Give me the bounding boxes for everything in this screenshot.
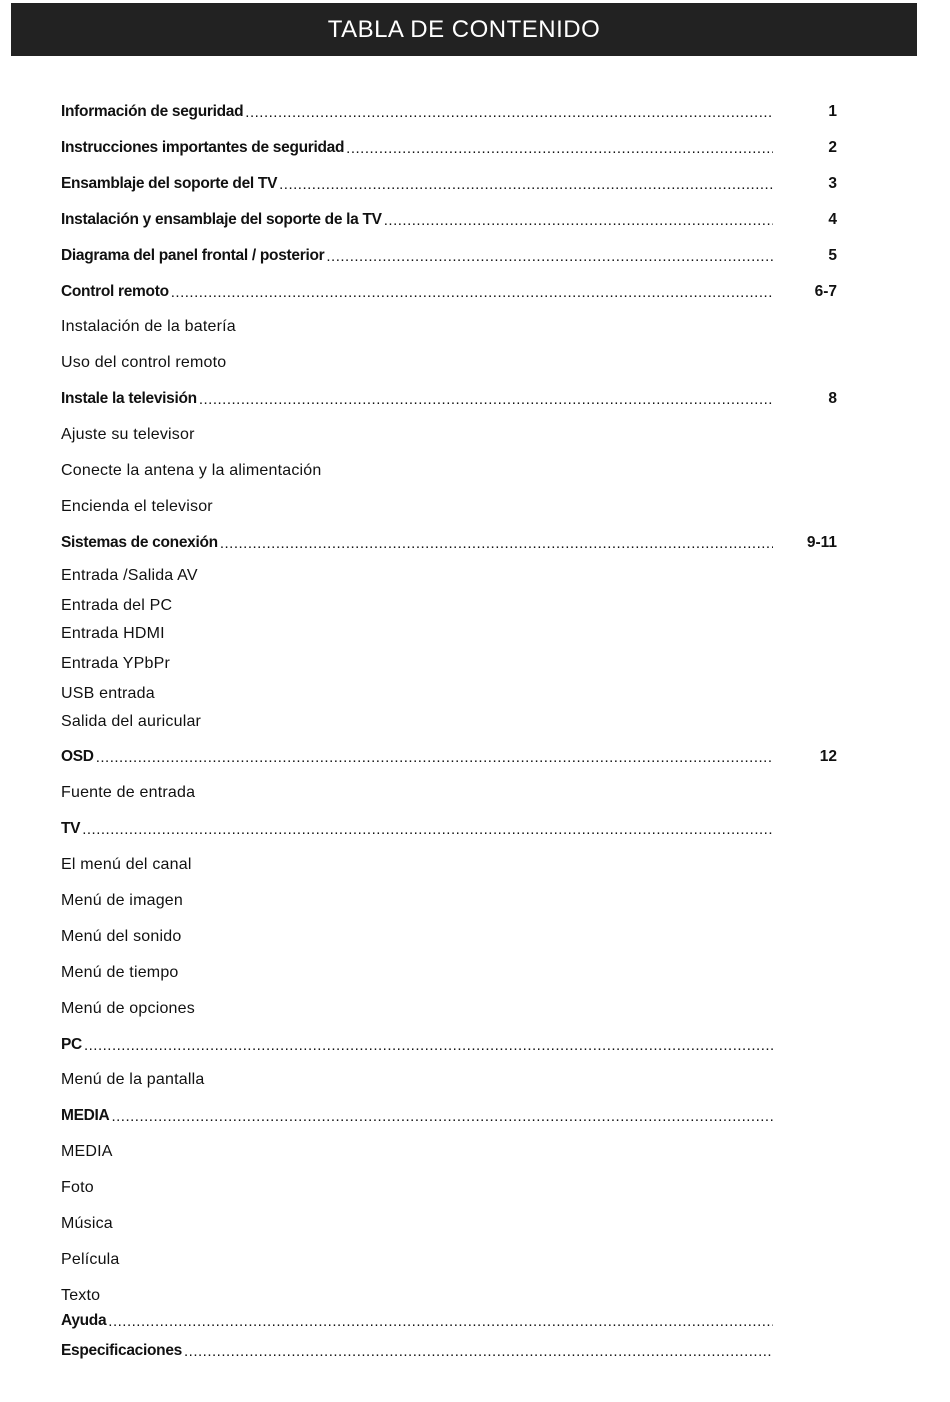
toc-entry-label: Ajuste su televisor [61,426,195,443]
dot-leader [384,212,773,229]
toc-entry-label: MEDIA [61,1107,110,1124]
toc-entry-label: Control remoto [61,283,169,300]
toc-entry-label: Información de seguridad [61,103,244,120]
toc-entry-main[interactable] [61,172,837,196]
toc-entry-label: Entrada YPbPr [61,655,171,672]
toc-entry-label: Entrada HDMI [61,625,165,642]
toc-page-number: 12 [819,748,837,765]
toc-entry-label: Uso del control remoto [61,354,227,371]
toc-entry-label: Encienda el televisor [61,498,213,515]
toc-entry-sub[interactable] [61,682,837,706]
toc-entry-sub[interactable] [61,495,837,519]
toc-page-number: 9-11 [806,534,837,551]
dot-leader [82,821,773,838]
toc-entry-label: Ensamblaje del soporte del TV [61,175,278,192]
toc-entry-sub[interactable] [61,997,837,1021]
toc-entry-sub[interactable] [61,594,837,618]
dot-leader [199,391,773,408]
toc-entry-sub[interactable] [61,315,837,339]
toc-entry-label: Instalación de la batería [61,318,236,335]
toc-entry-sub[interactable] [61,1140,837,1164]
toc-page-number: 6-7 [814,283,837,300]
toc-entry-label: Sistemas de conexión [61,534,218,551]
toc-entry-label: Entrada /Salida AV [61,567,198,584]
toc-entry-main[interactable] [61,387,837,411]
toc-entry-main[interactable] [61,1339,837,1363]
toc-page-number: 3 [828,175,837,192]
toc-entry-label: Menú de tiempo [61,964,179,981]
dot-leader [220,535,773,552]
toc-entry-main[interactable] [61,208,837,232]
toc-entry-sub[interactable] [61,1248,837,1272]
toc-entry-main[interactable] [61,817,837,841]
toc-entry-sub[interactable] [61,781,837,805]
toc-entry-label: PC [61,1036,82,1053]
toc-page-number: 1 [828,103,837,120]
toc-entry-label: El menú del canal [61,856,192,873]
toc-entry-main[interactable] [61,745,837,769]
toc-entry-sub[interactable] [61,1176,837,1200]
toc-entry-label: Menú de la pantalla [61,1071,205,1088]
toc-entry-sub[interactable] [61,1284,837,1308]
toc-entry-main[interactable] [61,244,837,268]
toc-entry-sub[interactable] [61,1068,837,1092]
toc-entry-sub[interactable] [61,423,837,447]
toc-entry-main[interactable] [61,1033,837,1057]
dot-leader [96,749,773,766]
toc-entry-main[interactable] [61,100,837,124]
toc-entry-label: Instalación y ensamblaje del soporte de la TV [61,211,382,228]
dot-leader [108,1313,773,1330]
dot-leader [326,248,773,265]
toc-entry-main[interactable] [61,1104,837,1128]
toc-entry-sub[interactable] [61,351,837,375]
toc-entry-sub[interactable] [61,925,837,949]
toc-entry-sub[interactable] [61,961,837,985]
page-title-text: TABLA DE CONTENIDO [327,15,601,43]
toc-entry-label: MEDIA [61,1143,113,1160]
dot-leader [346,140,773,157]
toc-entry-label: Especificaciones [61,1342,182,1359]
dot-leader [171,284,773,301]
toc-entry-label: Fuente de entrada [61,784,196,801]
toc-entry-sub[interactable] [61,459,837,483]
toc-page-number: 4 [828,211,837,228]
toc-entry-label: Salida del auricular [61,713,202,730]
toc-entry-label: Película [61,1251,120,1268]
toc-entry-label: Entrada del PC [61,597,173,614]
toc-entry-sub[interactable] [61,710,837,734]
toc-entry-main[interactable] [61,1309,837,1333]
toc-page-number: 8 [828,390,837,407]
toc-entry-label: Menú de imagen [61,892,183,909]
toc-entry-label: OSD [61,748,94,765]
toc-entry-label: Diagrama del panel frontal / posterior [61,247,325,264]
toc-entry-label: TV [61,820,81,837]
toc-entry-label: Foto [61,1179,94,1196]
dot-leader [184,1343,773,1360]
dot-leader [279,176,773,193]
toc-entry-sub[interactable] [61,652,837,676]
toc-entry-label: Instale la televisión [61,390,197,407]
toc-page-number: 2 [828,139,837,156]
toc-entry-sub[interactable] [61,889,837,913]
toc-entry-label: Instrucciones importantes de seguridad [61,139,345,156]
toc-entry-label: USB entrada [61,685,155,702]
toc-entry-label: Texto [61,1287,101,1304]
toc-entry-sub[interactable] [61,622,837,646]
toc-entry-label: Conecte la antena y la alimentación [61,462,322,479]
dot-leader [111,1108,773,1125]
toc-entry-sub[interactable] [61,1212,837,1236]
toc-entry-label: Menú del sonido [61,928,182,945]
toc-entry-sub[interactable] [61,564,837,588]
dot-leader [84,1037,773,1054]
toc-entry-label: Ayuda [61,1312,107,1329]
toc-entry-label: Menú de opciones [61,1000,195,1017]
toc-entry-main[interactable] [61,280,837,304]
dot-leader [245,104,773,121]
toc-page-number: 5 [828,247,837,264]
toc-entry-main[interactable] [61,531,837,555]
toc-entry-main[interactable] [61,136,837,160]
toc-entry-label: Música [61,1215,113,1232]
toc-entry-sub[interactable] [61,853,837,877]
